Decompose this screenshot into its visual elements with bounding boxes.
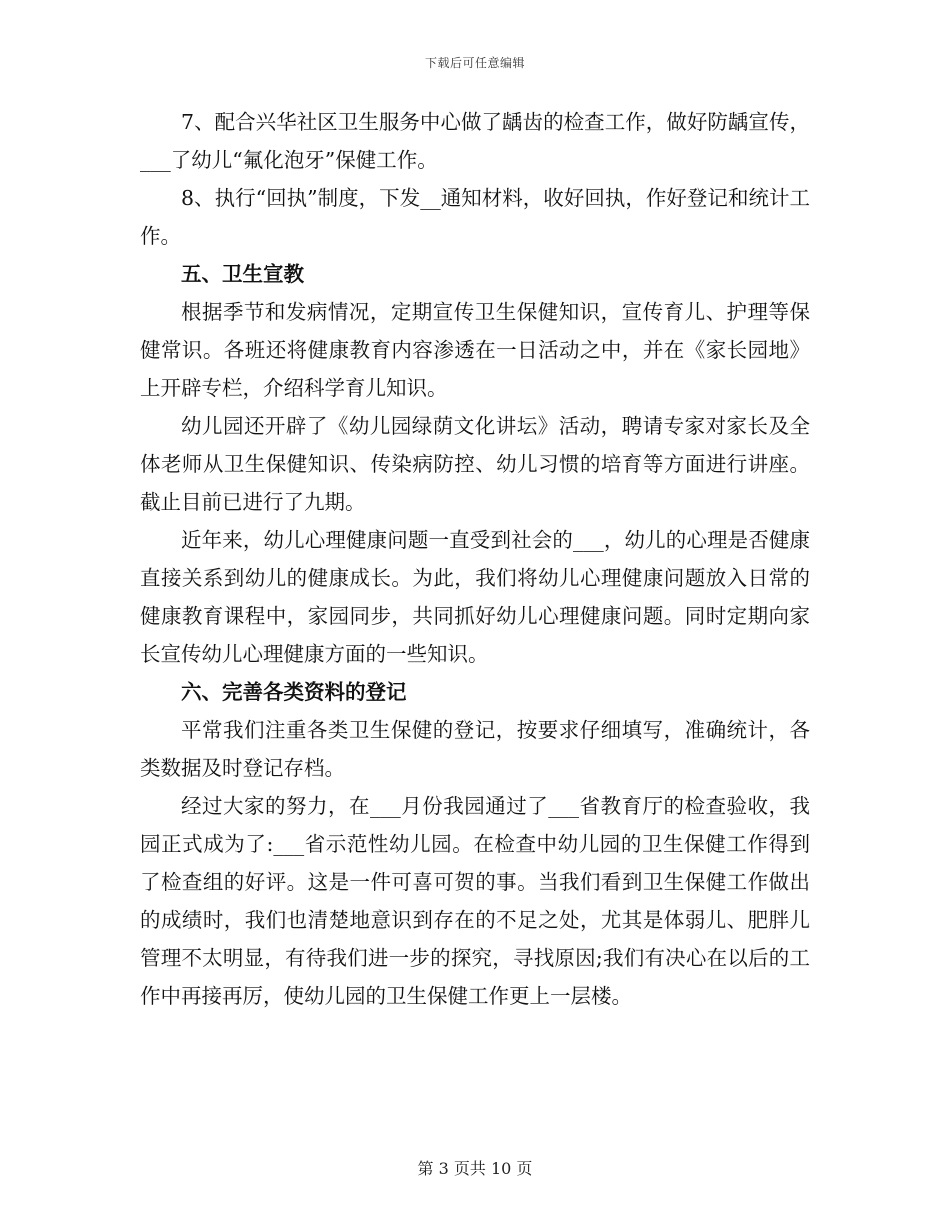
paragraph-lecture-forum: 幼儿园还开辟了《幼儿园绿荫文化讲坛》活动，聘请专家对家长及全体老师从卫生保健知识、传染病防控、幼儿习惯的培育等方面进行讲座。截止目前已进行了九期。 [140, 414, 810, 514]
paragraph-mental-health: 近年来，幼儿心理健康问题一直受到社会的___，幼儿的心理是否健康直接关系到幼儿的健康成长。为此，我们将幼儿心理健康问题放入日常的健康教育课程中，家园同步，共同抓好幼儿心理健康问题。同时定期向家长宣传幼儿心理健康方面的一些知识。 [140, 528, 810, 666]
section-heading-6: 六、完善各类资料的登记 [181, 680, 407, 704]
paragraph-8: 8、执行“回执”制度，下发__通知材料，收好回执，作好登记和统计工作。 [140, 186, 810, 248]
section-heading-5: 五、卫生宣教 [181, 262, 304, 286]
paragraph-inspection: 经过大家的努力，在___月份我园通过了___省教育厅的检查验收，我园正式成为了:___省示范性幼儿园。在检查中幼儿园的卫生保健工作得到了检查组的好评。这是一件可喜可贺的事。当我们看到卫生保健工作做出的成绩时，我们也清楚地意识到存在的不足之处，尤其是体弱儿、肥胖儿管理不太明显，有待我们进一步的探究，寻找原因;我们有决心在以后的工作中再接再厉，使幼儿园的卫生保健工作更上一层楼。 [140, 794, 810, 1008]
page-footer: 第 3 页共 10 页 [417, 1159, 533, 1178]
paragraph-7: 7、配合兴华社区卫生服务中心做了龋齿的检查工作，做好防龋宣传，___了幼儿“氟化泡牙”保健工作。 [140, 110, 810, 172]
page-header: 下载后可任意编辑 [424, 56, 525, 70]
document-body [140, 103, 810, 1015]
paragraph-registration: 平常我们注重各类卫生保健的登记，按要求仔细填写，准确统计，各类数据及时登记存档。 [140, 718, 810, 780]
paragraph-seasonal-education: 根据季节和发病情况，定期宣传卫生保健知识，宣传育儿、护理等保健常识。各班还将健康教育内容渗透在一日活动之中，并在《家长园地》上开辟专栏，介绍科学育儿知识。 [140, 300, 810, 400]
